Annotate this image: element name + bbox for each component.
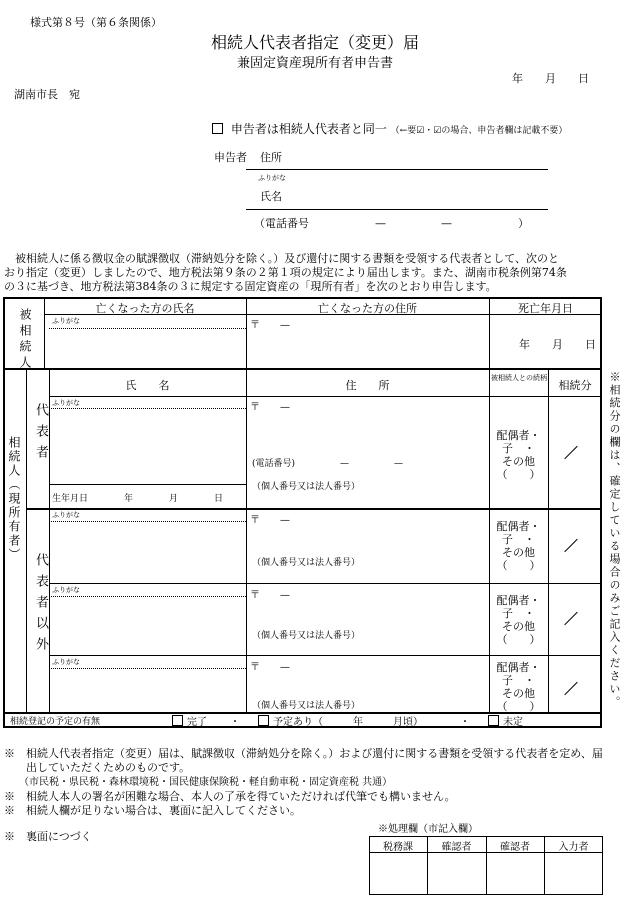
heir-id-number: （個人番号又は法人番号） [252, 558, 361, 568]
submission-date: 年 月 日 [512, 72, 589, 85]
heir-phone: (電話番号) — — [252, 459, 404, 469]
applicant-address-line[interactable] [246, 169, 548, 170]
heirs-side-label: 相続人（現所有者） [7, 436, 21, 562]
rep-name-field[interactable] [51, 410, 244, 482]
intro-line-3: の３に基づき、地方税法第384条の３に規定する固定資産の「現所有者」を次のとおり申告します。 [4, 280, 497, 293]
heir-id-number: （個人番号又は法人番号） [252, 631, 361, 641]
representative-label: 代表者 [33, 403, 48, 466]
heir-postal: 〒 — [250, 515, 290, 526]
addressee: 湖南市長 宛 [14, 88, 80, 101]
share-header: 相続分 [558, 379, 592, 392]
applicant-address-label: 住所 [260, 151, 282, 164]
decedent-address-field[interactable] [248, 330, 487, 368]
heir-furigana-label: ふりがな [52, 399, 80, 407]
registration-done[interactable]: 完了 [172, 713, 207, 728]
relation-header: 被相続人との続柄 [491, 374, 547, 382]
share-side-note: ※相続分の欄は、確定している場合のみご記入ください。 [608, 371, 621, 709]
heir-furigana-label: ふりがな [52, 658, 80, 666]
heir-furigana-label: ふりがな [52, 586, 80, 594]
death-date-value: 年 月 日 [519, 338, 596, 351]
office-col: 税務課 [383, 842, 413, 853]
intro-line-2: おり指定（変更）しましたので、地方税法第９条の２第１項の規定により届出します。また、湖南市税条例第74条 [4, 266, 567, 279]
decedent-name-header: 亡くなった方の氏名 [95, 302, 195, 315]
note-line: 出していただくためのものです。 [4, 761, 191, 774]
heir-id-number: （個人番号又は法人番号） [252, 482, 361, 492]
heir-furigana-label: ふりがな [52, 511, 80, 519]
note-line: ※ 相続人欄が足りない場合は、裏面に記入してください。 [4, 804, 301, 817]
same-person-checkbox[interactable] [212, 123, 223, 134]
note-line: ※ 相続人本人の署名が困難な場合、本人の了承を得ていただければ代筆でも構いません。 [4, 790, 456, 803]
relation-options[interactable]: 配偶者・ 子 ・ その他 （ ） [496, 594, 541, 646]
heir-address-header: 住 所 [345, 379, 390, 392]
death-date-header: 死亡年月日 [518, 302, 573, 315]
decedent-postal: 〒 — [250, 320, 290, 331]
registration-label: 相続登記の予定の有無 [10, 717, 101, 727]
decedent-side-label: 被相続人 [18, 308, 32, 372]
form-title: 相続人代表者指定（変更）届 [210, 33, 419, 52]
heir-postal: 〒 — [250, 402, 290, 413]
note-line: ※ 相続人代表者指定（変更）届は、賦課徴収（滞納処分を除く。）および還付に関する書類を受領する代表者を定め、届 [4, 747, 603, 760]
office-col: 確認者 [441, 842, 472, 853]
same-person-label: 申告者は相続人代表者と同一 [230, 122, 387, 136]
office-label: ※処理欄（市記入欄） [378, 824, 478, 835]
relation-options[interactable]: 配偶者・ 子 ・ その他 （ ） [496, 520, 541, 572]
heir-id-number: （個人番号又は法人番号） [252, 701, 361, 711]
applicant-name-label: 氏名 [260, 190, 282, 203]
decedent-furigana-label: ふりがな [52, 317, 80, 325]
form-number: 様式第８号（第６条関係） [30, 16, 162, 29]
decedent-address-header: 亡くなった方の住所 [318, 302, 417, 315]
decedent-name-field[interactable] [49, 330, 244, 368]
back-note: ※ 裏面につづく [4, 830, 92, 843]
heir-postal: 〒 — [250, 590, 290, 601]
registration-planned[interactable]: 予定あり（ 年 月頃） [258, 713, 423, 728]
relation-options[interactable]: 配偶者・ 子 ・ その他 （ ） [496, 661, 541, 713]
others-label: 代表者以外 [33, 553, 48, 658]
birth-date: 生年月日 年 月 日 [52, 494, 224, 504]
applicant-name-line[interactable] [246, 209, 548, 210]
form-subtitle: 兼固定資産現所有者申告書 [236, 56, 393, 71]
heir-postal: 〒 — [250, 662, 290, 673]
office-col: 入力者 [558, 842, 589, 853]
office-col: 確認者 [500, 842, 530, 853]
registration-separator: ・ [230, 717, 240, 728]
relation-options[interactable]: 配偶者・ 子 ・ その他 （ ） [496, 429, 541, 481]
intro-line-1: 被相続人に係る徴収金の賦課徴収（滞納処分を除く。）及び還付に関する書類を受領する代表者として、次のと [4, 252, 560, 265]
same-person-note: （←要☑・☑の場合、申告者欄は記載不要） [390, 126, 568, 136]
applicant-furigana-label: ふりがな [258, 174, 286, 182]
heir-name-header: 氏 名 [125, 379, 170, 392]
registration-undecided[interactable]: 未定 [488, 713, 523, 728]
applicant-label: 申告者 [214, 151, 247, 164]
same-person-row [212, 120, 567, 137]
registration-separator: ・ [460, 717, 470, 728]
note-line: （市民税・県民税・森林環境税・国民健康保険税・軽自動車税・固定資産税 共通） [4, 777, 393, 788]
applicant-phone: （電話番号 — — ） [254, 217, 529, 230]
